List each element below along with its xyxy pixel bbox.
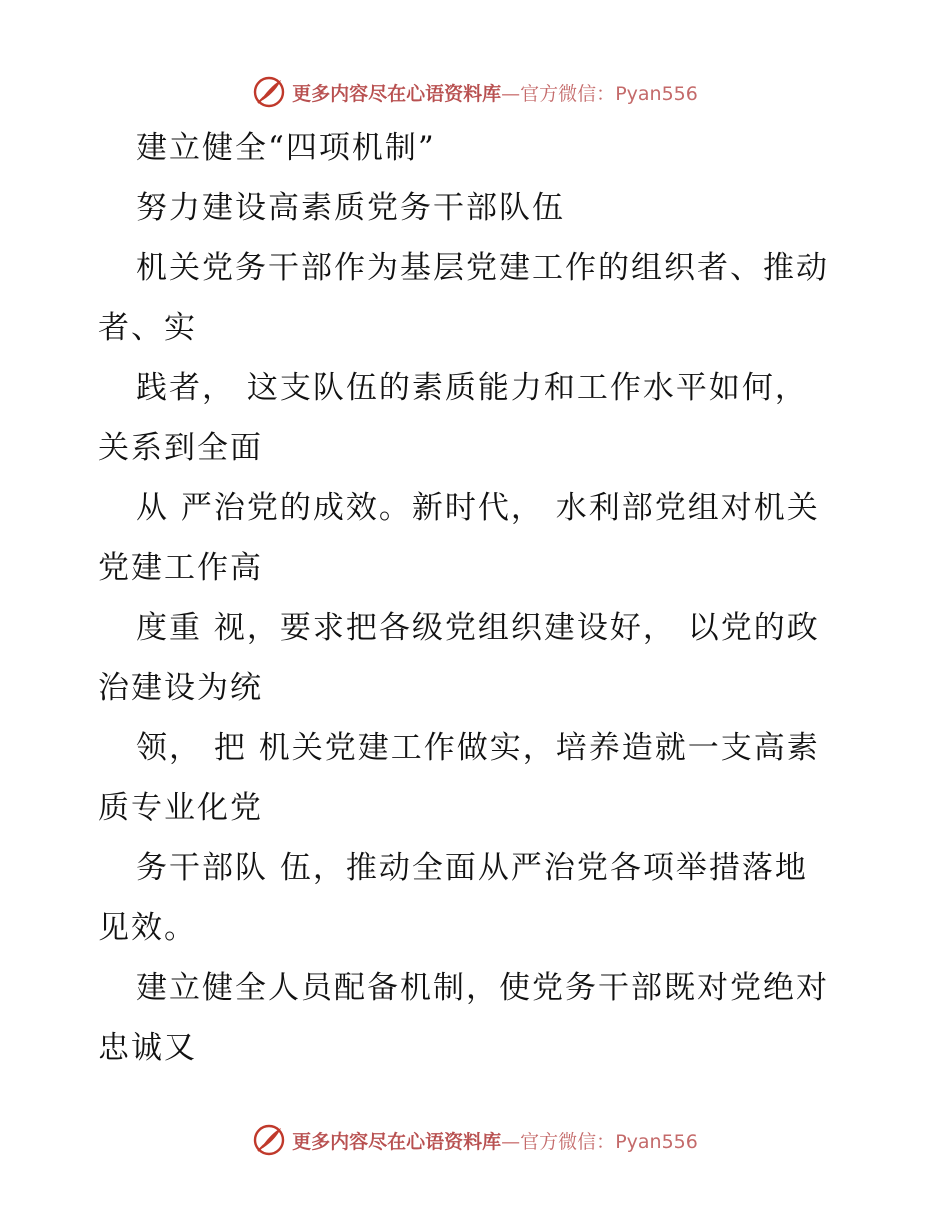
header-wechat-label: 官方微信： bbox=[520, 82, 616, 105]
footer-watermark-banner bbox=[0, 1120, 950, 1160]
document-line: 关系到全面 bbox=[98, 430, 263, 466]
document-line: 质专业化党 bbox=[98, 790, 263, 826]
document-body bbox=[98, 118, 858, 1078]
feather-quill-logo-icon bbox=[252, 1123, 286, 1157]
header-brand: 更多内容尽在心语资料库 bbox=[292, 82, 502, 105]
document-line: 建立健全人员配备机制，使党务干部既对党绝对 bbox=[136, 970, 829, 1006]
document-line: 者、实 bbox=[98, 310, 197, 346]
document-line: 践者， 这支队伍的素质能力和工作水平如何， bbox=[136, 370, 808, 406]
header-watermark-banner bbox=[0, 72, 950, 112]
document-line: 努力建设高素质党务干部队伍 bbox=[136, 190, 565, 226]
header-separator: — bbox=[501, 82, 521, 105]
document-line: 度重 视，要求把各级党组织建设好， 以党的政 bbox=[136, 610, 820, 646]
footer-brand: 更多内容尽在心语资料库 bbox=[292, 1130, 502, 1153]
footer-wechat-label: 官方微信： bbox=[520, 1130, 616, 1153]
document-line: 从 严治党的成效。新时代， 水利部党组对机关 bbox=[136, 490, 820, 526]
document-line: 见效。 bbox=[98, 910, 197, 946]
footer-separator: — bbox=[501, 1130, 521, 1153]
header-wechat-id: Pyan556 bbox=[615, 82, 698, 105]
document-line: 务干部队 伍，推动全面从严治党各项举措落地 bbox=[136, 850, 808, 886]
feather-quill-logo-icon bbox=[252, 75, 286, 109]
document-line: 领， 把 机关党建工作做实，培养造就一支高素 bbox=[136, 730, 820, 766]
document-line: 忠诚又 bbox=[98, 1030, 197, 1066]
footer-wechat-id: Pyan556 bbox=[615, 1130, 698, 1153]
document-line: 机关党务干部作为基层党建工作的组织者、推动 bbox=[136, 250, 829, 286]
document-line: 治建设为统 bbox=[98, 670, 263, 706]
header-watermark-text bbox=[292, 79, 698, 106]
document-line: 党建工作高 bbox=[98, 550, 263, 586]
footer-watermark-text bbox=[292, 1127, 698, 1154]
document-line: 建立健全“四项机制” bbox=[136, 130, 436, 166]
